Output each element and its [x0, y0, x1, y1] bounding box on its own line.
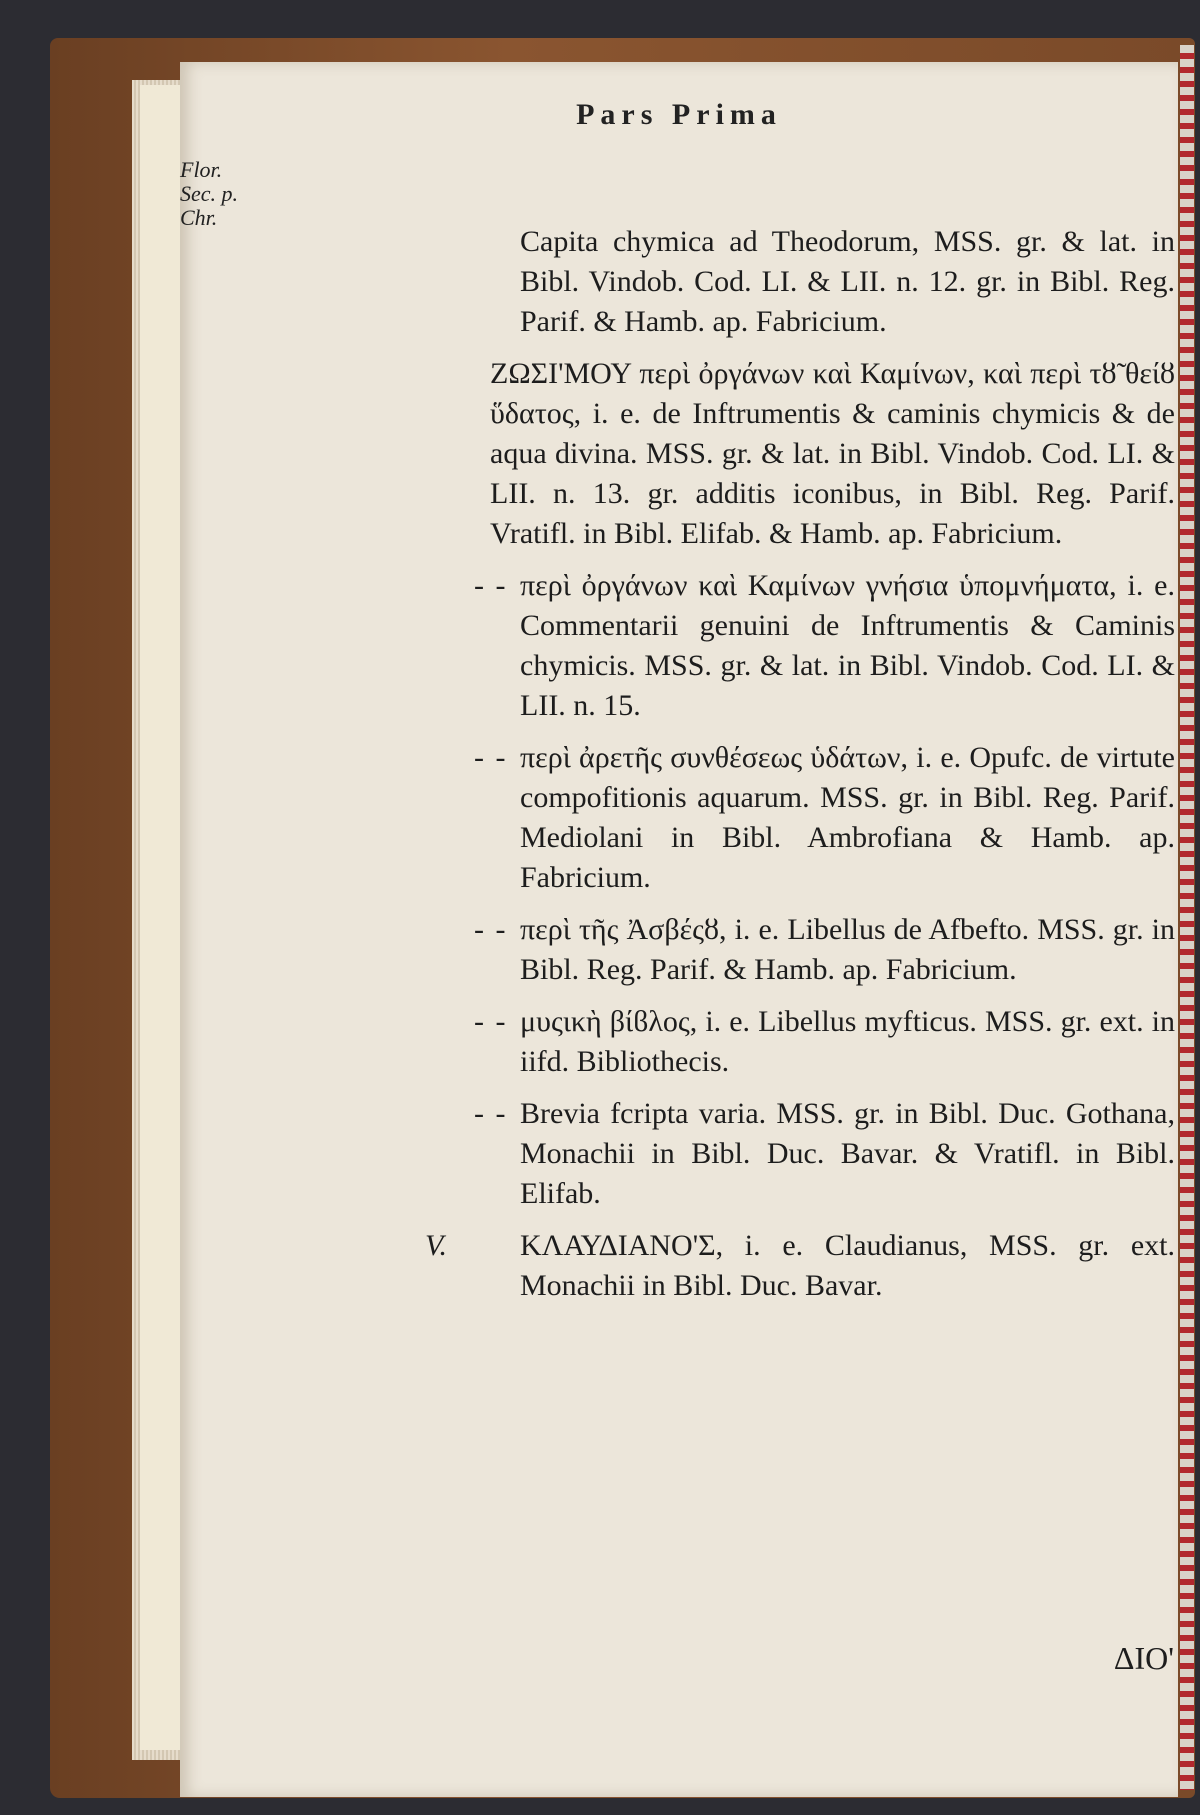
entry-claudianus [425, 1226, 1175, 1306]
entry-text: περὶ ἀρετῆς συνθέσεως ὑδάτων, i. e. Opufc. de virtute compofitionis aquarum. MSS. gr. in Bibl. Reg. Parif. Mediolani in Bibl. Ambrofiana & Hamb. ap. Fabricium. [520, 741, 1175, 894]
entry-zosimus-instruments [474, 566, 1175, 726]
entry-text: περὶ ὀργάνων καὶ Καμίνων γνήσια ὑπομνήματα, i. e. Commentarii genuini de Inftrumentis & Caminis chymicis. MSS. gr. & lat. in Bibl. Vindob. Cod. LI. & LII. n. 15. [520, 569, 1175, 722]
ditto-dash: - - [474, 569, 508, 602]
entry-zosimus-brevia [474, 1094, 1175, 1214]
ditto-dash: - - [474, 913, 508, 946]
entry-theodorus [520, 222, 1175, 342]
entry-zosimus [490, 354, 1175, 554]
entry-zosimus-virtue [474, 738, 1175, 898]
catchword: ΔΙΟ' [1113, 1640, 1174, 1676]
binding-edge [1180, 45, 1194, 1790]
flyleaf [140, 85, 181, 1750]
running-head: Pars Prima [576, 98, 782, 131]
ditto-dash: - - [474, 741, 508, 774]
entry-text: μυςικὴ βίϐλος, i. e. Libellus myfticus. MSS. gr. ext. in iifd. Bibliothecis. [520, 1005, 1175, 1078]
body-text [425, 222, 1175, 1318]
entry-zosimus-asbestos [474, 910, 1175, 990]
entry-text: περὶ τῆς Ἀσβέςȣ, i. e. Libellus de Afbefto. MSS. gr. in Bibl. Reg. Parif. & Hamb. ap. Fabricium. [520, 913, 1175, 986]
entry-text: Brevia fcripta varia. MSS. gr. in Bibl. Duc. Gothana, Monachii in Bibl. Duc. Bavar. & Vratifl. in Bibl. Elifab. [520, 1097, 1175, 1210]
ditto-dash: - - [474, 1005, 508, 1038]
marginal-note: Flor. Sec. p. Chr. [180, 157, 239, 230]
ditto-dash: - - [474, 1097, 508, 1130]
entry-zosimus-mystic [474, 1002, 1175, 1082]
entry-text: Capita chymica ad Theodorum, MSS. gr. & lat. in Bibl. Vindob. Cod. LI. & LII. n. 12. gr. in Bibl. Reg. Parif. & Hamb. ap. Fabricium. [520, 225, 1175, 338]
entry-sigla: V. [425, 1229, 447, 1262]
entry-text: ΚΛΑΥΔΙΑΝΟ'Σ, i. e. Claudianus, MSS. gr. ext. Monachii in Bibl. Duc. Bavar. [520, 1229, 1175, 1302]
entry-text: ΖΩΣΙ'ΜΟΥ περὶ ὀργάνων καὶ Καμίνων, καὶ περὶ τȣ̃ θείȣ ὕδατος, i. e. de Inftrumentis & caminis chymicis & de aqua divina. MSS. gr. & lat. in Bibl. Vindob. Cod. LI. & LII. n. 13. gr. additis iconibus, in Bibl. Reg. Parif. Vratifl. in Bibl. Elifab. & Hamb. ap. Fabricium. [490, 357, 1175, 550]
